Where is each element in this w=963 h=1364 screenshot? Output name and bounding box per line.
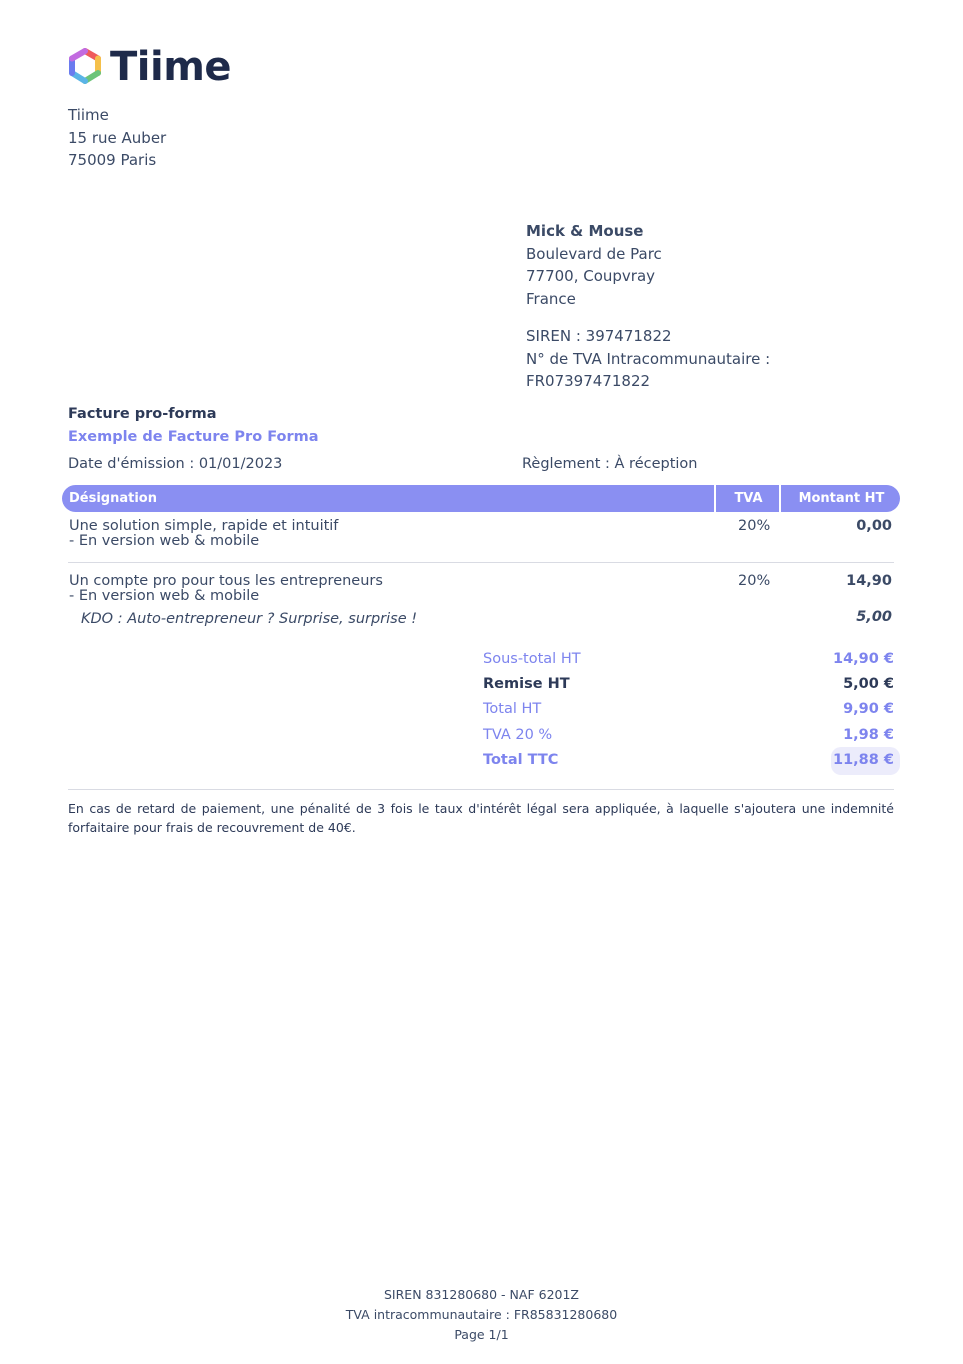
client-street: Boulevard de Parc	[526, 244, 662, 263]
client-country: France	[526, 289, 576, 308]
discount-amount: 5,00	[856, 609, 892, 625]
row-divider	[68, 562, 894, 563]
document-type: Facture pro-forma	[68, 406, 217, 422]
row-amount: 14,90	[846, 573, 892, 589]
row-amount: 0,00	[856, 518, 892, 534]
total-ht-value: 9,90 €	[843, 701, 894, 717]
vat-label: TVA 20 %	[483, 727, 553, 743]
client-city: 77700, Coupvray	[526, 267, 656, 285]
total-ttc-label: Total TTC	[483, 752, 559, 768]
discount-total-value: 5,00 €	[843, 676, 894, 692]
table-row	[69, 519, 338, 549]
row-detail: - En version web & mobile	[69, 533, 260, 549]
logo-wordmark: Tiime	[110, 44, 232, 90]
total-ttc-value: 11,88 €	[832, 752, 894, 768]
sender-street: 15 rue Auber	[68, 128, 167, 147]
discount-label: KDO : Auto-entrepreneur ? Surprise, surprise !	[81, 611, 418, 627]
subtotal-label: Sous-total HT	[483, 651, 581, 667]
header-tva: TVA	[714, 485, 781, 512]
totals-divider	[68, 789, 894, 790]
subtotal-value: 14,90 €	[832, 651, 894, 667]
client-name: Mick & Mouse	[526, 222, 644, 240]
client-vat-label: N° de TVA Intracommunautaire :	[526, 349, 771, 368]
issue-date: Date d'émission : 01/01/2023	[68, 456, 283, 472]
page-footer	[0, 1285, 963, 1345]
document-title: Exemple de Facture Pro Forma	[68, 429, 319, 445]
tiime-hexagon-icon	[68, 48, 102, 86]
sender-address-block	[68, 104, 166, 172]
late-payment-notice: En cas de retard de paiement, une pénalité de 3 fois le taux d'intérêt légal sera appliquée, à laquelle s'ajoutera une indemnité forfaitaire pour frais de recouvrement de 40€.	[68, 801, 894, 835]
client-siren: SIREN : 397471822	[526, 327, 672, 345]
client-vat-number: FR07397471822	[526, 372, 651, 390]
table-header	[62, 485, 900, 512]
sender-city: 75009 Paris	[68, 151, 157, 169]
row-detail: - En version web & mobile	[69, 588, 260, 604]
header-amount: Montant HT	[779, 485, 902, 512]
row-tva: 20%	[738, 573, 771, 589]
total-ht-label: Total HT	[483, 701, 542, 717]
vat-value: 1,98 €	[843, 727, 894, 743]
page-number: Page 1/1	[454, 1327, 509, 1342]
footer-vat: TVA intracommunautaire : FR85831280680	[345, 1307, 618, 1322]
sender-name: Tiime	[68, 106, 109, 124]
company-logo	[68, 44, 231, 90]
row-tva: 20%	[738, 518, 771, 534]
discount-total-label: Remise HT	[483, 676, 570, 692]
row-designation: Une solution simple, rapide et intuitif	[69, 518, 339, 534]
header-designation: Désignation	[69, 491, 157, 506]
client-address-block	[526, 220, 770, 393]
row-designation: Un compte pro pour tous les entrepreneurs	[69, 573, 383, 589]
payment-terms: Règlement : À réception	[522, 456, 698, 472]
footer-siren: SIREN 831280680 - NAF 6201Z	[383, 1287, 579, 1302]
table-row	[69, 574, 383, 604]
